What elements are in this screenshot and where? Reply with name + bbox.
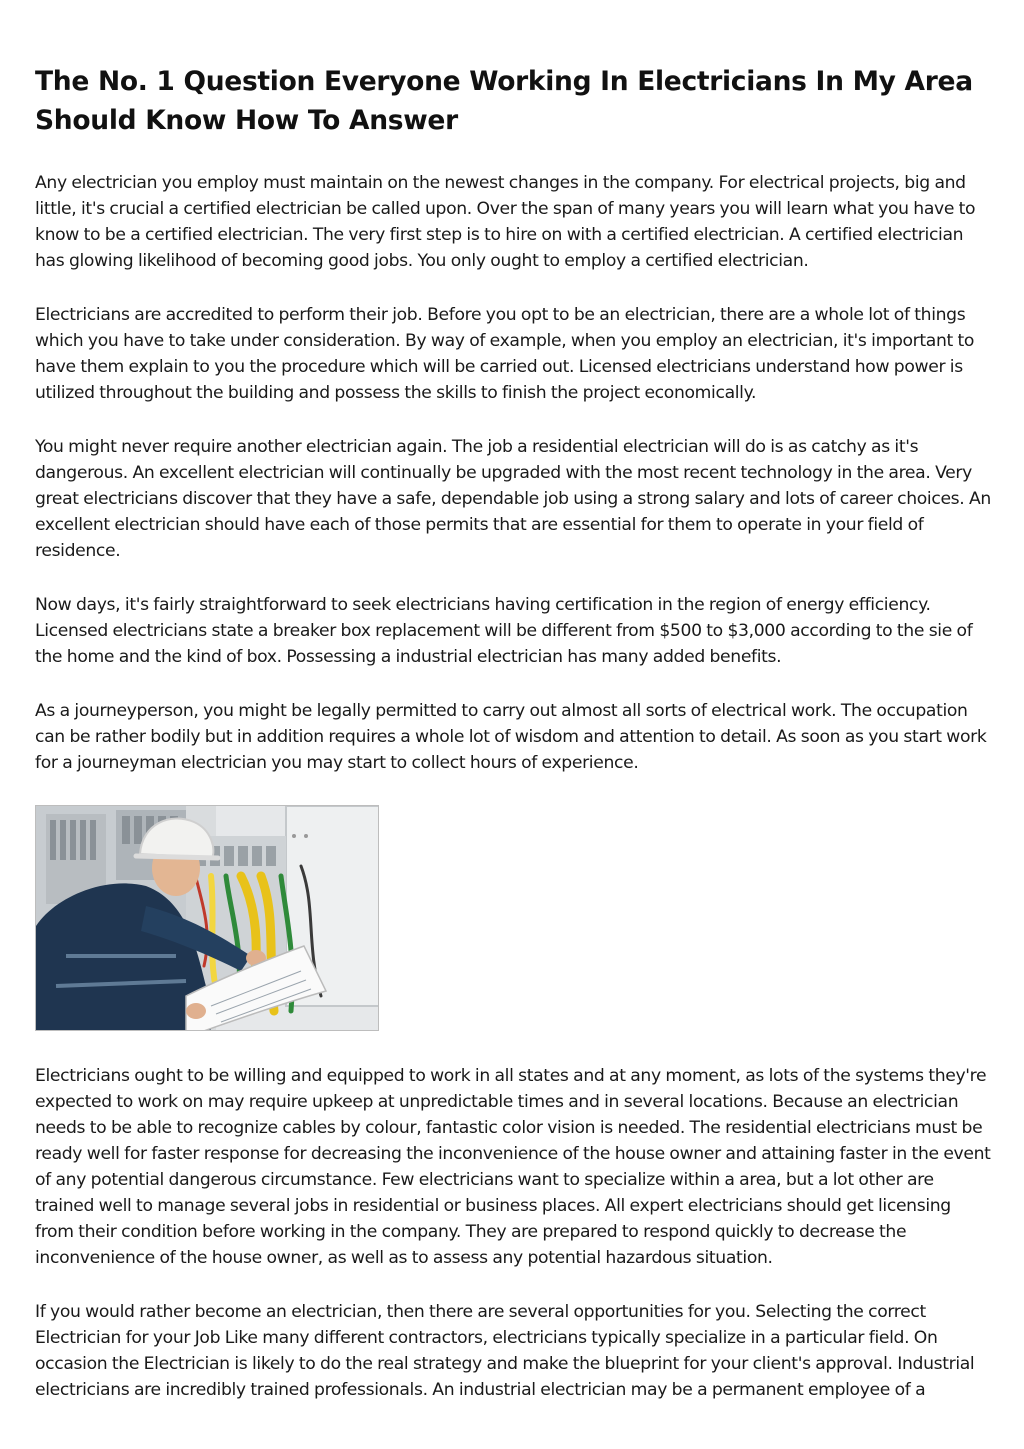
electrician-photo: [35, 805, 379, 1031]
article-paragraph: If you would rather become an electrician, then there are several opportunities for you. Selecting the correct Electrician for your Job Like many different contractors, electricians typically specialize in a particular field. On occasion the Electrician is likely to do the real strategy and make the blueprint for your client's approval. Industrial electricians are incredibly trained professionals. An industrial electrician may be a permanent employee of a: [35, 1302, 975, 1400]
article-paragraph: Any electrician you employ must maintain on the newest changes in the company. For electrical projects, big and little, it's crucial a certified electrician be called upon. Over the span of many years you will learn what you have to know to be a certified electrician. The very first step is to hire on with a certified electrician. A certified electrician has glowing likelihood of becoming good jobs. You only ought to employ a certified electrician.: [35, 173, 976, 271]
article: [35, 62, 993, 1403]
article-paragraph: Now days, it's fairly straightforward to seek electricians having certification in the region of energy efficiency. Licensed electricians state a breaker box replacement will be different from $500 to $3,000 according to the sie of the home and the kind of box. Possessing a industrial electrician has many added benefits.: [35, 595, 973, 667]
article-paragraph: Electricians are accredited to perform their job. Before you opt to be an electrician, there are a whole lot of things which you have to take under consideration. By way of example, when you employ an electrician, it's important to have them explain to you the procedure which will be carried out. Licensed electricians understand how power is utilized throughout the building and possess the skills to finish the project economically.: [35, 305, 975, 403]
article-paragraph: As a journeyperson, you might be legally permitted to carry out almost all sorts of electrical work. The occupation can be rather bodily but in addition requires a whole lot of wisdom and attention to detail. As soon as you start work for a journeyman electrician you may start to collect hours of experience.: [35, 701, 987, 773]
article-title: The No. 1 Question Everyone Working In Electricians In My Area Should Know How To Answer: [35, 66, 973, 136]
article-paragraph: Electricians ought to be willing and equipped to work in all states and at any moment, as lots of the systems they're expected to work on may require upkeep at unpredictable times and in several locations. Because an electrician needs to be able to recognize cables by colour, fantastic color vision is needed. The residential electricians must be ready well for faster response for decreasing the inconvenience of the house owner and attaining faster in the event of any potential dangerous circumstance. Few electricians want to specialize within a area, but a lot other are trained well to manage several jobs in residential or business places. All expert electricians should get licensing from their condition before working in the company. They are prepared to respond quickly to decrease the inconvenience of the house owner, as well as to assess any potential hazardous situation.: [35, 1066, 991, 1268]
article-paragraph: You might never require another electrician again. The job a residential electrician will do is as catchy as it's dangerous. An excellent electrician will continually be upgraded with the most recent technology in the area. Very great electricians discover that they have a safe, dependable job using a strong salary and lots of career choices. An excellent electrician should have each of those permits that are essential for them to operate in your field of residence.: [35, 437, 991, 561]
